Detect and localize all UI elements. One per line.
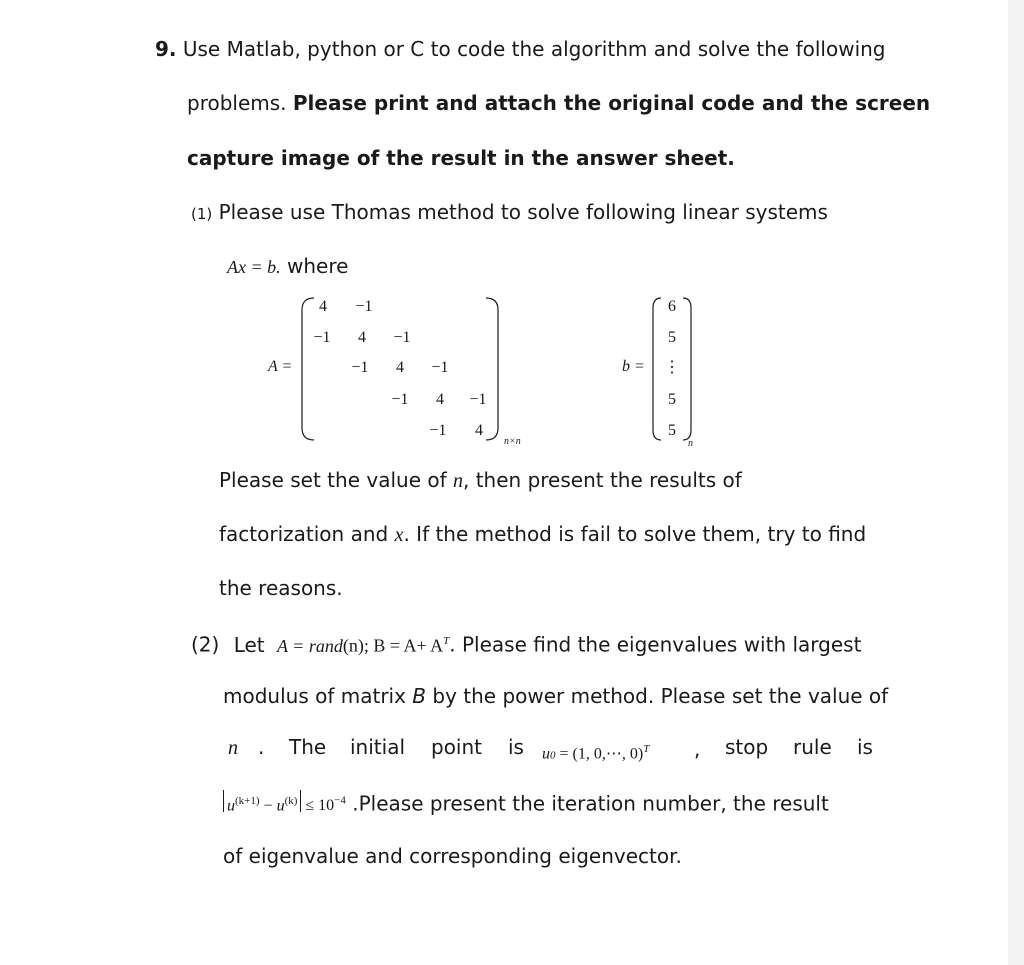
- matrix-cell: −1: [469, 391, 487, 408]
- problem-line-2-bold: Please print and attach the original code and the screen: [292, 91, 931, 115]
- initial-point-formula: u0 = (1, 0,⋯, 0)$^T$: [542, 743, 650, 763]
- stop-rule-formula: $u^{(k+1)} - u^{(k)} \le 10^{-4}$: [223, 797, 346, 814]
- comma: ,: [694, 737, 701, 761]
- problem-line-3: capture image of the result in the answer sheet.: [187, 146, 735, 170]
- problem-line-2-plain: problems.: [187, 91, 293, 115]
- part2-line-4: $u^{(k+1)} - u^{(k)} \le 10^{-4}$ .Please present the iteration number, the result: [223, 788, 829, 819]
- matrix-cell: −1: [393, 329, 411, 346]
- matrix-cell: −1: [351, 359, 369, 376]
- part1-eq: Ax = b.: [227, 257, 281, 277]
- matrix-cell: 4: [396, 359, 404, 376]
- vector-b-label: b =: [622, 358, 645, 375]
- matrix-a-subscript: n×n: [504, 436, 521, 447]
- problem-line-2: [187, 90, 930, 116]
- matrix-a-label: A =: [268, 358, 293, 375]
- matrix-cell: −1: [391, 391, 409, 408]
- vector-b-subscript: n: [688, 438, 693, 449]
- matrix-cell: −1: [313, 329, 331, 346]
- part1-para-line-2: factorization and x. If the method is fail to solve them, try to find: [219, 522, 867, 546]
- word: stop: [725, 735, 769, 759]
- word: rule: [793, 735, 832, 759]
- part1-para-line-1: Please set the value of n, then present the results of: [219, 468, 742, 492]
- word: is: [508, 735, 524, 759]
- vector-cell: 6: [668, 298, 676, 315]
- part2-line-2: modulus of matrix B by the power method. Please set the value of: [223, 684, 889, 708]
- matrix-a-brackets: [300, 294, 540, 446]
- matrix-cell: −1: [431, 359, 449, 376]
- part2-label: (2): [191, 632, 220, 657]
- part1-where: where: [287, 254, 349, 278]
- matrix-cell: 4: [319, 298, 327, 315]
- part1-eq-line: [227, 253, 348, 280]
- part1-intro-line: [191, 199, 828, 227]
- matrix-cell: 4: [436, 391, 444, 408]
- matrix-cell: 4: [358, 329, 366, 346]
- word: The: [289, 735, 327, 759]
- vector-cell: 5: [668, 329, 676, 346]
- matrix-cell: −1: [355, 298, 373, 315]
- word: is: [857, 735, 873, 759]
- vector-cell: 5: [668, 391, 676, 408]
- part2-def-a: A = rand: [277, 635, 343, 656]
- part2-line-5: of eigenvalue and corresponding eigenvector.: [223, 844, 682, 868]
- problem-line-1-text: Use Matlab, python or C to code the algorithm and solve the following: [182, 37, 886, 61]
- part2-line-1: (2) Let A = rand(n); $B = A+ A^T$. Please find the eigenvalues with largest: [191, 632, 862, 657]
- var-n: n: [453, 470, 463, 492]
- matrix-cell: −1: [429, 422, 447, 439]
- part1-label: (1): [191, 205, 213, 223]
- var-b: B: [412, 684, 427, 708]
- part1-para-line-3: the reasons.: [219, 576, 343, 600]
- vector-cell: ⋮: [664, 359, 680, 376]
- word: initial: [350, 735, 405, 759]
- part1-intro: Please use Thomas method to solve following linear systems: [218, 200, 828, 224]
- problem-number: 9.: [155, 37, 177, 61]
- matrix-cell: 4: [475, 422, 483, 439]
- period: .: [258, 735, 265, 759]
- var-x: x: [394, 524, 404, 546]
- word: point: [431, 735, 483, 759]
- vector-cell: 5: [668, 422, 676, 439]
- problem-line-1: [155, 36, 886, 62]
- var-n-2: n: [228, 737, 238, 759]
